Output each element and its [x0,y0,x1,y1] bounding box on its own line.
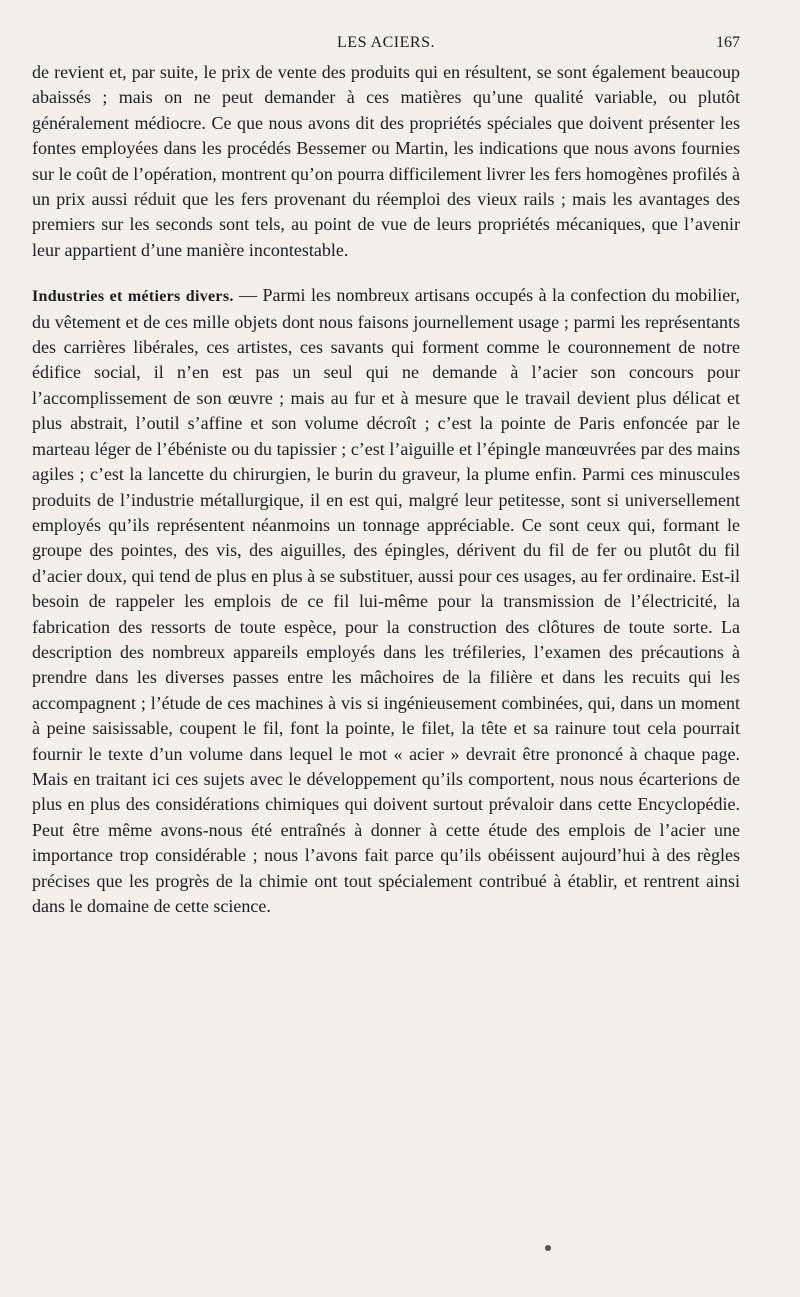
paragraph-2 [32,283,740,919]
section-heading: Industries et métiers divers. [32,288,234,306]
page-header [32,34,740,56]
paragraph-1: de revient et, par suite, le prix de vente des produits qui en résultent, se sont également beaucoup abaissés ; mais on ne peut demander à ces matières qu’une qualité variable, ou plutôt généralement médiocre. Ce que nous avons dit des propriétés spéciales que doivent présenter les fontes employées dans les procédés Bessemer ou Martin, les indications que nous avons fournies sur le coût de l’opération, montrent qu’on pourra difficilement livrer les fers homogènes profilés à un prix aussi réduit que les fers provenant du réemploi des vieux rails ; mais les avantages des premiers sur les seconds sont tels, au point de vue de leurs propriétés mécaniques, que l’avenir leur appartient d’une manière incontestable. [32,62,740,260]
paragraph-2-text: — Parmi les nombreux artisans occupés à la confection du mobilier, du vêtement et de ces mille objets dont nous faisons journellement usage ; parmi les représentants des carrières libérales, ces artistes, ces savants qui forment comme le couronnement de notre édifice social, il n’en est pas un seul qui ne demande à l’acier son concours pour l’accomplissement de son œuvre ; mais au fur et à mesure que le travail devient plus délicat et plus abstrait, l’outil s’affine et son volume décroît ; c’est la pointe de Paris enfoncée par le marteau léger de l’ébéniste ou du tapissier ; c’est l’aiguille et l’épingle manœuvrées par des mains agiles ; c’est la lancette du chirurgien, le burin du graveur, la plume enfin. Parmi ces minuscules produits de l’industrie métallurgique, il en est qui, malgré leur petitesse, sont si universellement employés qu’ils représentent néanmoins un tonnage appréciable. Ce sont ceux qui, formant le groupe des pointes, des vis, des aiguilles, des épingles, dérivent du fil de fer ou plutôt du fil d’acier doux, qui tend de plus en plus à se substituer, aussi pour ces usages, au fer ordinaire. Est-il besoin de rappeler les emplois de ce fil lui-même pour la transmission de l’électricité, la fabrication des ressorts de toute espèce, pour la construction des clôtures de toute sorte. La description des nombreux appareils employés dans les tréfileries, l’examen des précautions à prendre dans les diverses passes entre les mâchoires de la filière et dans les recuits qui les accompagnent ; l’étude de ces machines à vis si ingénieusement combinées, qui, dans un moment à peine saisissable, coupent le fil, font la pointe, le filet, la tête et sa rainure tout cela pourrait fournir le texte d’un volume dans lequel le mot « acier » devrait être prononcé à chaque page. Mais en traitant ici ces sujets avec le développement qu’ils comportent, nous nous écarterions de plus en plus des considérations chimiques qui doivent surtout prévaloir dans cette Encyclopédie. Peut être même avons-nous été entraînés à donner à cette étude des emplois de l’acier une importance trop considérable ; nous l’avons fait parce qu’ils obéissent aujourd’hui à des règles précises que les progrès de la chimie ont tout spécialement contribué à établir, et rentrent ainsi dans le domaine de cette science. [32,285,740,916]
page-number: 167 [716,34,740,51]
body-text [32,60,740,919]
running-title: LES ACIERS. [337,34,435,51]
ink-speck [545,1245,551,1251]
